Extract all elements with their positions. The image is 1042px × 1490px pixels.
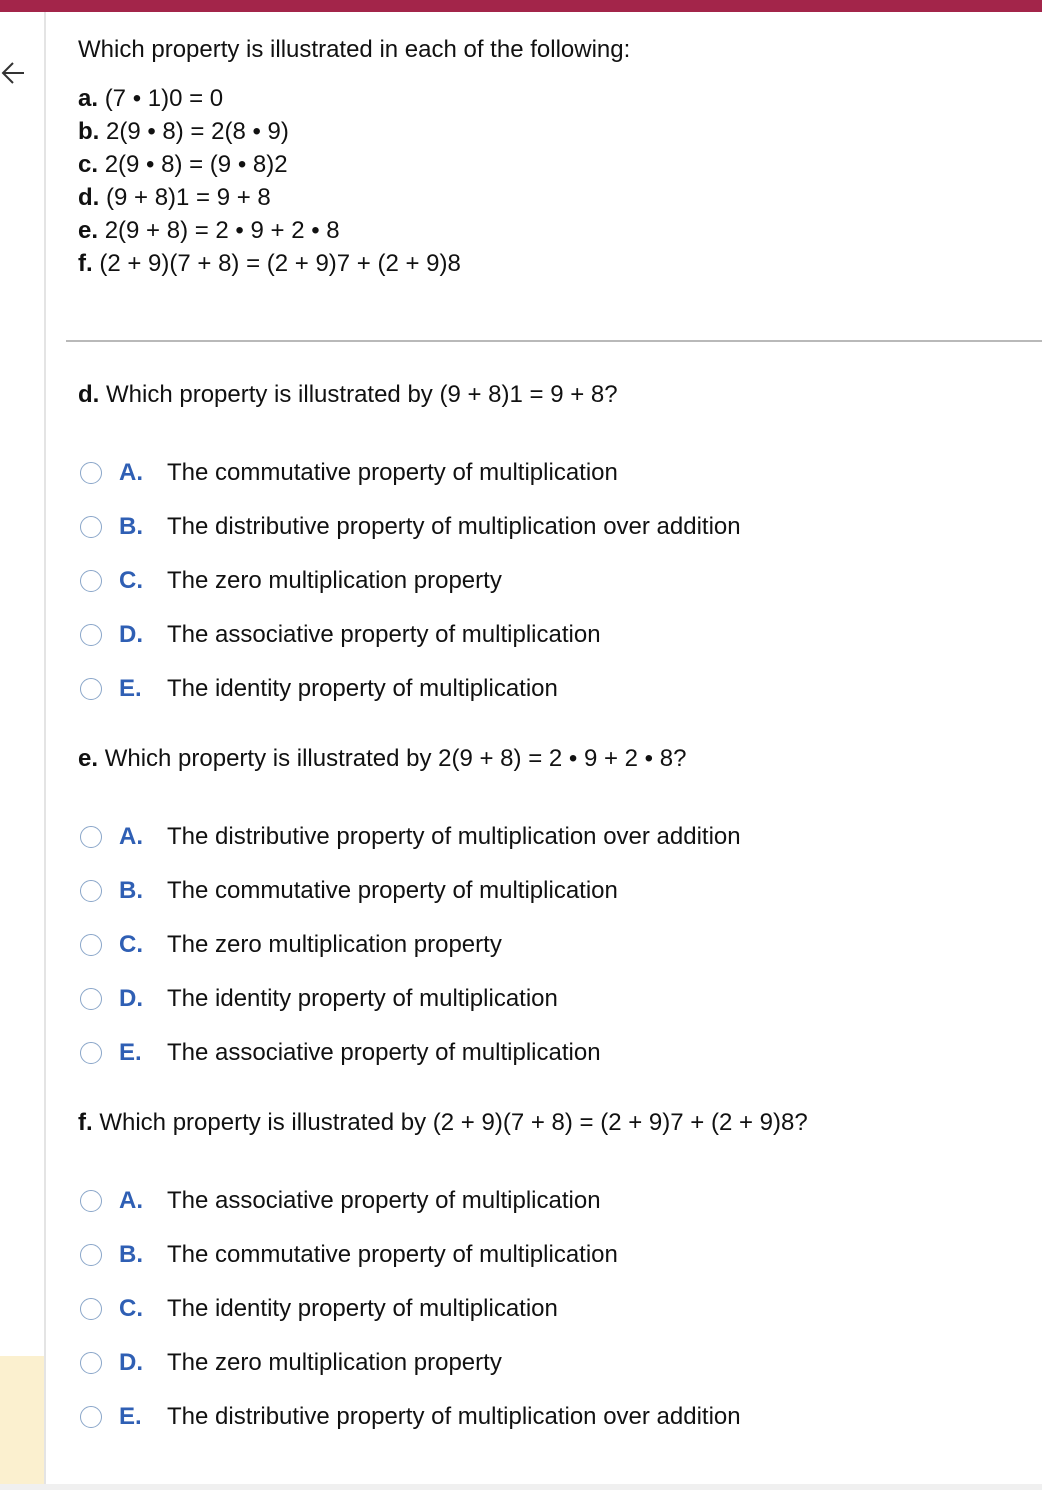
question-e-option-d[interactable] bbox=[80, 979, 558, 1019]
question-f-option-c[interactable] bbox=[80, 1289, 558, 1329]
question-e bbox=[78, 742, 686, 776]
problem-part bbox=[78, 214, 1028, 247]
option-letter: B. bbox=[119, 513, 143, 540]
question-e-option-c[interactable] bbox=[80, 925, 502, 965]
radio-button-icon[interactable] bbox=[80, 880, 102, 902]
question-d-option-d[interactable] bbox=[80, 615, 601, 655]
problem-statement bbox=[78, 30, 1028, 280]
option-text: The associative property of multiplication bbox=[167, 1187, 601, 1214]
option-letter: B. bbox=[119, 1241, 143, 1268]
option-text: The distributive property of multiplication over addition bbox=[167, 513, 741, 540]
radio-button-icon[interactable] bbox=[80, 678, 102, 700]
question-text: Which property is illustrated by 2(9 + 8) = 2 • 9 + 2 • 8? bbox=[104, 745, 687, 772]
part-expression: 2(9 • 8) = (9 • 8)2 bbox=[104, 151, 288, 178]
part-expression: (9 + 8)1 = 9 + 8 bbox=[106, 184, 271, 211]
part-label: b. bbox=[78, 118, 100, 145]
option-letter: A. bbox=[119, 823, 143, 850]
part-expression: (2 + 9)(7 + 8) = (2 + 9)7 + (2 + 9)8 bbox=[99, 250, 461, 277]
option-text: The identity property of multiplication bbox=[167, 985, 558, 1012]
part-expression: (7 • 1)0 = 0 bbox=[104, 85, 224, 112]
question-f-option-a[interactable] bbox=[80, 1181, 601, 1221]
radio-button-icon[interactable] bbox=[80, 1042, 102, 1064]
option-text: The distributive property of multiplication over addition bbox=[167, 823, 741, 850]
part-label: c. bbox=[78, 151, 99, 178]
question-f-option-d[interactable] bbox=[80, 1343, 502, 1383]
option-letter: D. bbox=[119, 1349, 143, 1376]
option-letter: A. bbox=[119, 1187, 143, 1214]
option-text: The zero multiplication property bbox=[167, 567, 502, 594]
question-text: Which property is illustrated by (2 + 9)(7 + 8) = (2 + 9)7 + (2 + 9)8? bbox=[99, 1109, 808, 1136]
option-text: The identity property of multiplication bbox=[167, 675, 558, 702]
radio-button-icon[interactable] bbox=[80, 1352, 102, 1374]
option-letter: A. bbox=[119, 459, 143, 486]
question-text: Which property is illustrated by (9 + 8)1 = 9 + 8? bbox=[106, 381, 618, 408]
option-letter: D. bbox=[119, 621, 143, 648]
left-gutter bbox=[0, 12, 46, 1484]
problem-parts bbox=[78, 82, 1028, 280]
question-e-option-e[interactable] bbox=[80, 1033, 601, 1073]
option-text: The commutative property of multiplication bbox=[167, 459, 618, 486]
radio-button-icon[interactable] bbox=[80, 1406, 102, 1428]
option-text: The distributive property of multiplication over addition bbox=[167, 1403, 741, 1430]
problem-prompt: Which property is illustrated in each of the following: bbox=[78, 36, 631, 63]
question-label: f. bbox=[78, 1109, 93, 1136]
option-text: The associative property of multiplication bbox=[167, 621, 601, 648]
option-text: The zero multiplication property bbox=[167, 1349, 502, 1376]
option-letter: C. bbox=[119, 931, 143, 958]
radio-button-icon[interactable] bbox=[80, 1298, 102, 1320]
question-label: e. bbox=[78, 745, 99, 772]
option-text: The zero multiplication property bbox=[167, 931, 502, 958]
option-letter: B. bbox=[119, 877, 143, 904]
question-e-option-b[interactable] bbox=[80, 871, 618, 911]
gutter-highlight bbox=[0, 1356, 44, 1484]
part-expression: 2(9 + 8) = 2 • 9 + 2 • 8 bbox=[104, 217, 340, 244]
part-label: e. bbox=[78, 217, 99, 244]
radio-button-icon[interactable] bbox=[80, 624, 102, 646]
radio-button-icon[interactable] bbox=[80, 1190, 102, 1212]
option-letter: E. bbox=[119, 1403, 142, 1430]
part-label: f. bbox=[78, 250, 93, 277]
question-e-option-a[interactable] bbox=[80, 817, 741, 857]
radio-button-icon[interactable] bbox=[80, 988, 102, 1010]
problem-part bbox=[78, 148, 1028, 181]
part-label: a. bbox=[78, 85, 99, 112]
question-d-option-b[interactable] bbox=[80, 507, 741, 547]
back-arrow-icon[interactable] bbox=[0, 60, 28, 86]
option-letter: C. bbox=[119, 1295, 143, 1322]
option-text: The commutative property of multiplication bbox=[167, 877, 618, 904]
part-label: d. bbox=[78, 184, 100, 211]
question-d-option-c[interactable] bbox=[80, 561, 502, 601]
radio-button-icon[interactable] bbox=[80, 570, 102, 592]
option-letter: E. bbox=[119, 1039, 142, 1066]
option-letter: E. bbox=[119, 675, 142, 702]
section-divider bbox=[66, 340, 1042, 342]
problem-part bbox=[78, 82, 1028, 115]
bottom-strip bbox=[0, 1484, 1042, 1490]
radio-button-icon[interactable] bbox=[80, 826, 102, 848]
question-f-option-e[interactable] bbox=[80, 1397, 741, 1437]
radio-button-icon[interactable] bbox=[80, 934, 102, 956]
radio-button-icon[interactable] bbox=[80, 1244, 102, 1266]
problem-part bbox=[78, 247, 1028, 280]
option-letter: C. bbox=[119, 567, 143, 594]
question-f bbox=[78, 1106, 808, 1140]
radio-button-icon[interactable] bbox=[80, 462, 102, 484]
question-d-option-a[interactable] bbox=[80, 453, 618, 493]
top-accent-bar bbox=[0, 0, 1042, 12]
question-f-option-b[interactable] bbox=[80, 1235, 618, 1275]
question-d-option-e[interactable] bbox=[80, 669, 558, 709]
radio-button-icon[interactable] bbox=[80, 516, 102, 538]
problem-part bbox=[78, 181, 1028, 214]
question-label: d. bbox=[78, 381, 100, 408]
question-d bbox=[78, 378, 618, 412]
option-text: The commutative property of multiplication bbox=[167, 1241, 618, 1268]
option-letter: D. bbox=[119, 985, 143, 1012]
option-text: The identity property of multiplication bbox=[167, 1295, 558, 1322]
option-text: The associative property of multiplication bbox=[167, 1039, 601, 1066]
problem-part bbox=[78, 115, 1028, 148]
part-expression: 2(9 • 8) = 2(8 • 9) bbox=[106, 118, 289, 145]
